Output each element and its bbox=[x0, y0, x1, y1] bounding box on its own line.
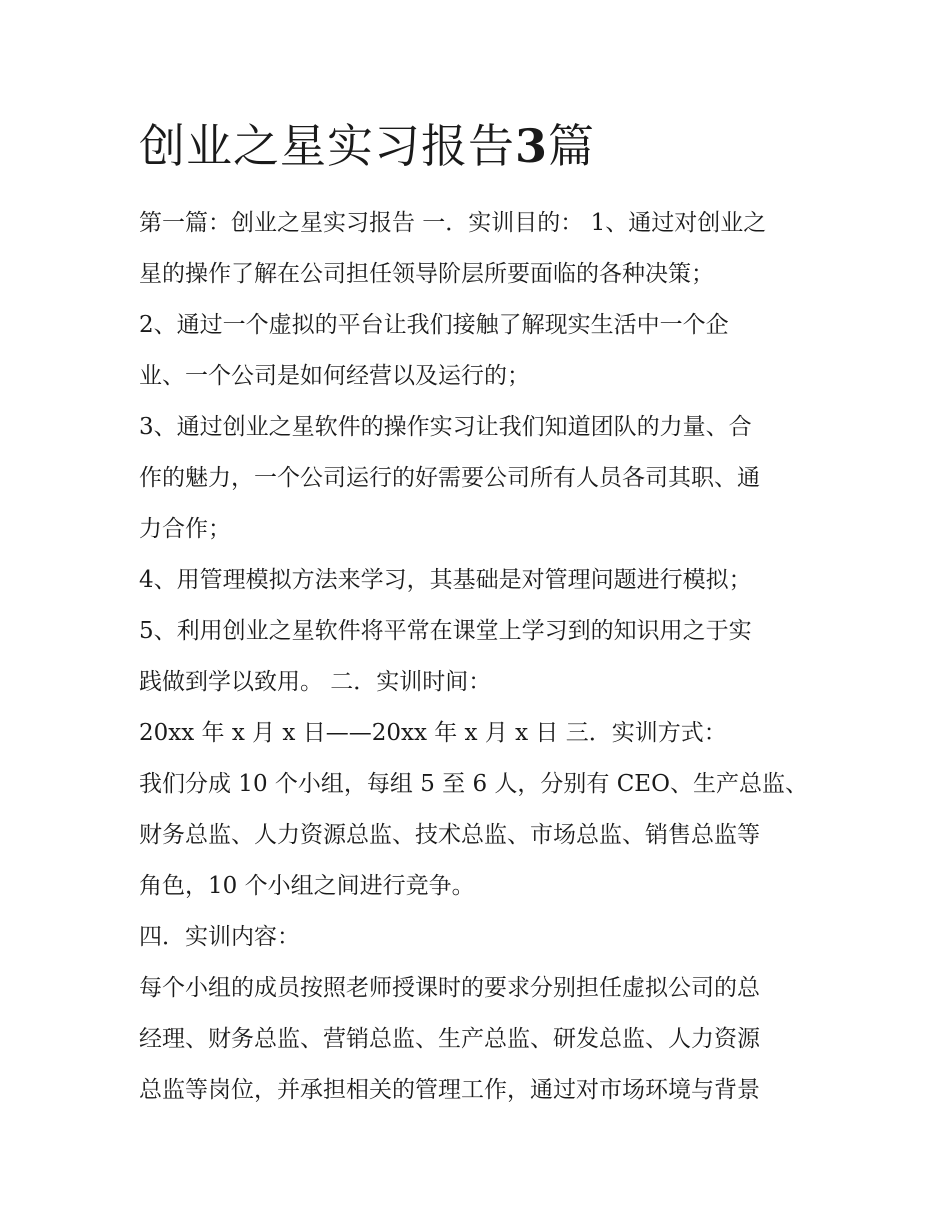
text-line: 总监等岗位，并承担相关的管理工作，通过对市场环境与背景 bbox=[139, 1077, 760, 1103]
document-body bbox=[139, 198, 819, 1116]
title-number: 3 bbox=[515, 119, 549, 173]
text-line: 每个小组的成员按照老师授课时的要求分别担任虚拟公司的总 bbox=[139, 975, 760, 1001]
text-line: 作的魅力，一个公司运行的好需要公司所有人员各司其职、通 bbox=[139, 465, 760, 491]
text-line: 我们分成 10 个小组，每组 5 至 6 人，分别有 CEO、生产总监、 bbox=[139, 771, 808, 797]
text-line: 4、用管理模拟方法来学习，其基础是对管理问题进行模拟； bbox=[139, 567, 752, 593]
text-line: 星的操作了解在公司担任领导阶层所要面临的各种决策； bbox=[139, 261, 714, 287]
text-line: 四．实训内容： bbox=[139, 924, 300, 950]
text-line: 力合作； bbox=[139, 516, 231, 542]
text-line: 第一篇：创业之星实习报告 一．实训目的： 1、通过对创业之 bbox=[139, 210, 767, 236]
title-main: 创业之星实习报告 bbox=[139, 119, 515, 173]
text-line: 财务总监、人力资源总监、技术总监、市场总监、销售总监等 bbox=[139, 822, 760, 848]
text-line: 角色，10 个小组之间进行竞争。 bbox=[139, 873, 475, 899]
document-title bbox=[139, 114, 595, 178]
text-line: 业、一个公司是如何经营以及运行的； bbox=[139, 363, 530, 389]
text-line: 3、通过创业之星软件的操作实习让我们知道团队的力量、合 bbox=[139, 414, 752, 440]
text-line: 践做到学以致用。 二．实训时间： bbox=[139, 669, 492, 695]
title-suffix: 篇 bbox=[548, 119, 596, 173]
text-line: 5、利用创业之星软件将平常在课堂上学习到的知识用之于实 bbox=[139, 618, 752, 644]
text-line: 经理、财务总监、营销总监、生产总监、研发总监、人力资源 bbox=[139, 1026, 760, 1052]
text-line: 2、通过一个虚拟的平台让我们接触了解现实生活中一个企 bbox=[139, 312, 729, 338]
text-line: 20xx 年 x 月 x 日——20xx 年 x 月 x 日 三．实训方式： bbox=[139, 720, 727, 746]
